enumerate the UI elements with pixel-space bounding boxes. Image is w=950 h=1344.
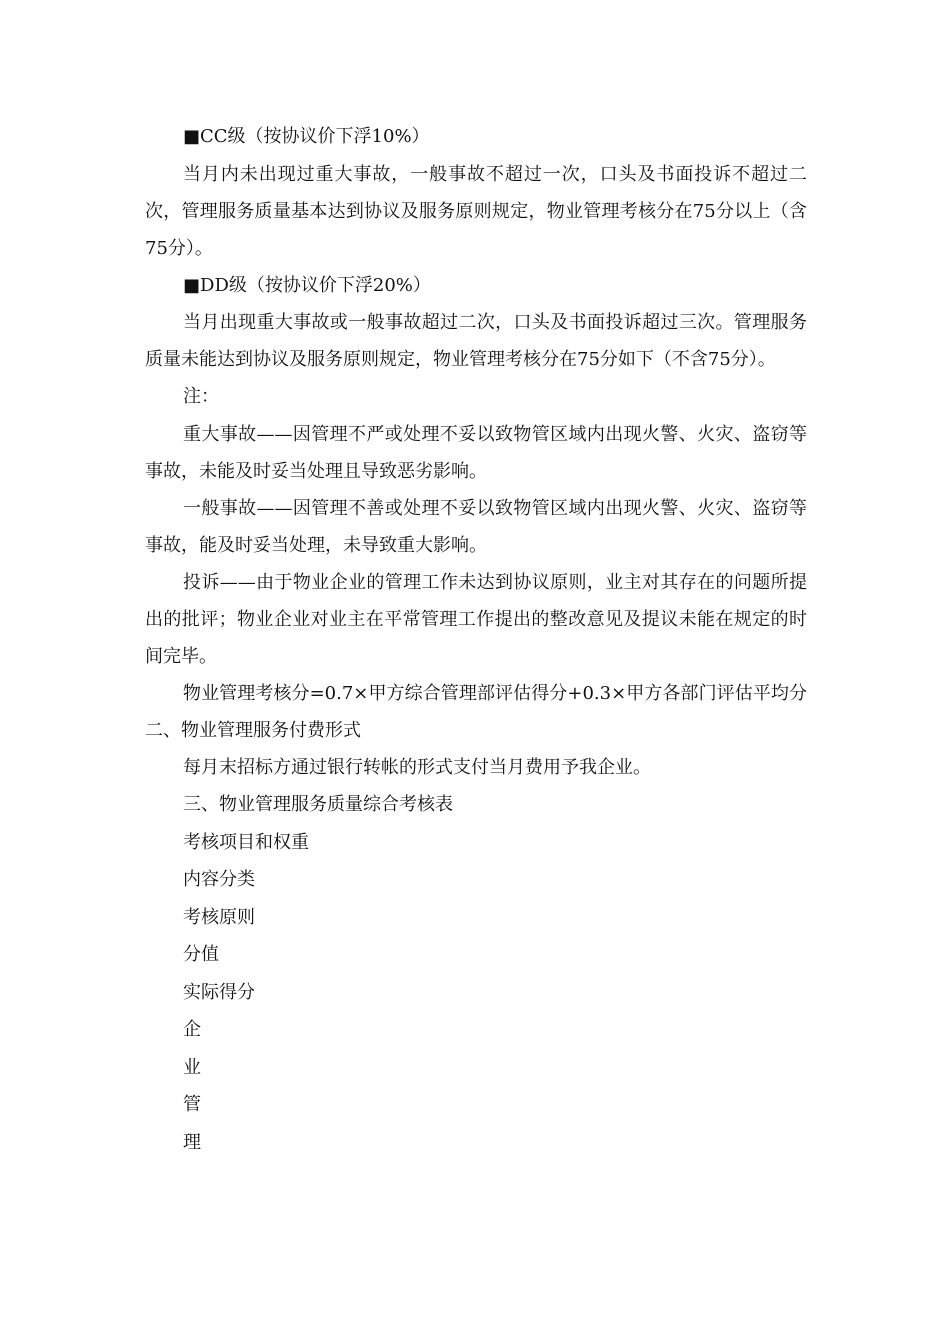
vertical-char-1: 企 [183, 1019, 201, 1040]
document-body [145, 118, 807, 1161]
table-header-category: 内容分类 [183, 869, 255, 890]
vertical-char-2: 业 [183, 1056, 201, 1078]
table-header-score: 分值 [183, 944, 219, 965]
score-formula: 物业管理考核分=0.7×甲方综合管理部评估得分+0.3×甲方各部门评估平均分二、物业管理服务付费形式 [145, 682, 807, 741]
note-general-accident: 一般事故——因管理不善或处理不妥以致物管区域内出现火警、火灾、盗窃等事故，能及时妥当处理，未导致重大影响。 [145, 497, 807, 556]
section-three-heading: 三、物业管理服务质量综合考核表 [183, 794, 453, 815]
cc-level-description: 当月内未出现过重大事故，一般事故不超过一次，口头及书面投诉不超过二次，管理服务质量基本达到协议及服务原则规定，物业管理考核分在75分以上（含75分）。 [145, 163, 807, 259]
vertical-char-4: 理 [183, 1131, 201, 1153]
table-header-standard: 考核原则 [183, 906, 255, 928]
note-label: 注： [183, 386, 219, 407]
payment-method: 每月末招标方通过银行转帐的形式支付当月费用予我企业。 [183, 756, 651, 778]
heading-cc-level: ■CC级（按协议价下浮10%） [183, 126, 430, 147]
note-complaint: 投诉——由于物业企业的管理工作未达到协议原则，业主对其存在的问题所提出的批评；物业企业对业主在平常管理工作提出的整改意见及提议未能在规定的时间完毕。 [145, 571, 807, 667]
heading-dd-level: ■DD级（按协议价下浮20%） [183, 274, 431, 296]
vertical-char-3: 管 [183, 1094, 201, 1115]
dd-level-description: 当月出现重大事故或一般事故超过二次，口头及书面投诉超过三次。管理服务质量未能达到协议及服务原则规定，物业管理考核分在75分如下（不含75分）。 [145, 312, 807, 370]
table-header-item-weight: 考核项目和权重 [183, 831, 309, 853]
table-header-actual-score: 实际得分 [183, 981, 255, 1003]
note-major-accident: 重大事故——因管理不严或处理不妥以致物管区域内出现火警、火灾、盗窃等事故，未能及时妥当处理且导致恶劣影响。 [145, 423, 807, 482]
